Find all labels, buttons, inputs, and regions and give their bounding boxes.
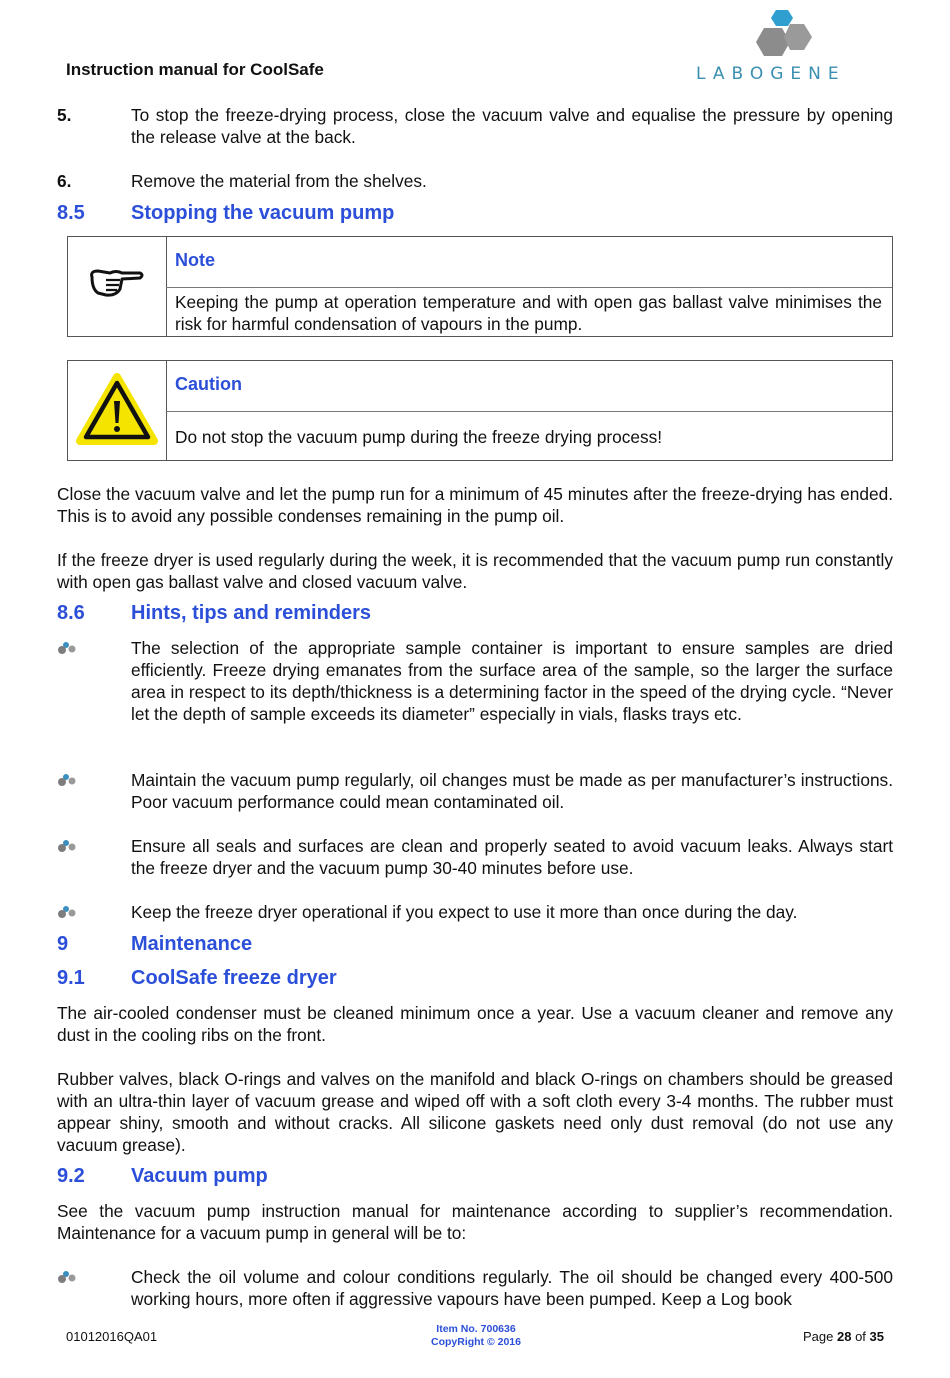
document-header-title: Instruction manual for CoolSafe xyxy=(66,60,324,79)
section-heading-9-1 xyxy=(57,967,337,990)
section-heading-9-2 xyxy=(57,1165,268,1188)
caution-label: Caution xyxy=(175,374,242,394)
note-label: Note xyxy=(175,250,215,270)
footer-page-number xyxy=(803,1329,884,1344)
footer-center xyxy=(400,1323,552,1349)
paragraph: See the vacuum pump instruction manual for maintenance according to supplier’s recommendation. Maintenance for a vacuum pump in general will be to: xyxy=(57,1201,893,1243)
step-text: To stop the freeze-drying process, close the vacuum valve and equalise the pressure by opening the release valve at the back. xyxy=(131,105,893,147)
page-total: 35 xyxy=(869,1329,884,1344)
step-text: Remove the material from the shelves. xyxy=(131,171,427,191)
section-heading-8-6 xyxy=(57,602,371,625)
caution-label-row xyxy=(166,361,892,412)
section-number: 8.5 xyxy=(57,202,85,224)
bullet-icon xyxy=(57,641,81,655)
bullet-icon xyxy=(57,1270,81,1284)
tip-item: The selection of the appropriate sample container is important to ensure samples are dried efficiently. Freeze drying emanates from the surface area of the sample, so the larger the surface area in respect to its depth/thickness is a determining factor in the speed of the drying cycle. “Never let the depth of sample exceeds its diameter” especially in vials, flasks trays etc. xyxy=(131,638,893,724)
note-text: Keeping the pump at operation temperature and with open gas ballast valve minimises the risk for harmful condensation of vapours in the pump. xyxy=(175,292,882,334)
logo-text: LABOGENE xyxy=(696,64,846,84)
section-number: 9.2 xyxy=(57,1165,85,1187)
section-number: 9 xyxy=(57,933,69,955)
note-box xyxy=(67,236,893,337)
maintenance-item: Check the oil volume and colour conditions regularly. The oil should be changed every 400-500 working hours, more often if aggressive vapours have been pumped. Keep a Log book xyxy=(131,1267,893,1309)
bullet-icon xyxy=(57,905,81,919)
pointing-hand-icon xyxy=(68,237,166,336)
section-title: Stopping the vacuum pump xyxy=(131,202,395,224)
footer-doc-code: 01012016QA01 xyxy=(66,1329,158,1344)
step-number: 5. xyxy=(57,105,72,125)
footer-item-number: Item No. 700636 xyxy=(436,1323,516,1335)
logo-hexagons-icon xyxy=(694,6,886,66)
section-heading-9 xyxy=(57,933,252,956)
paragraph: Rubber valves, black O-rings and valves on the manifold and black O-rings on chambers should be greased with an ultra-thin layer of vacuum grease and wiped off with a soft cloth every 3-4 months. The rubber must appear shiny, smooth and without cracks. All silicone gaskets need only dust removal (do not use any vacuum grease). xyxy=(57,1069,893,1155)
tip-item: Keep the freeze dryer operational if you expect to use it more than once during the day. xyxy=(131,902,798,922)
caution-text: Do not stop the vacuum pump during the freeze drying process! xyxy=(175,427,663,447)
section-title: Hints, tips and reminders xyxy=(131,602,372,624)
section-title: Vacuum pump xyxy=(131,1165,268,1187)
footer-copyright: CopyRight © 2016 xyxy=(430,1336,521,1348)
note-label-row xyxy=(166,237,892,288)
step-number: 6. xyxy=(57,171,72,191)
paragraph: If the freeze dryer is used regularly during the week, it is recommended that the vacuum pump run constantly with open gas ballast valve and closed vacuum valve. xyxy=(57,550,893,592)
tip-item: Maintain the vacuum pump regularly, oil changes must be made as per manufacturer’s instructions. Poor vacuum performance could mean contaminated oil. xyxy=(131,770,893,812)
note-text-row xyxy=(166,288,892,336)
section-title: Maintenance xyxy=(131,933,253,955)
caution-icon-cell xyxy=(68,361,167,460)
page-prefix: Page xyxy=(802,1329,834,1344)
section-title: CoolSafe freeze dryer xyxy=(131,967,337,989)
section-number: 9.1 xyxy=(57,967,85,989)
note-icon-cell xyxy=(68,237,167,336)
paragraph: Close the vacuum valve and let the pump run for a minimum of 45 minutes after the freeze-drying has ended. This is to avoid any possible condenses remaining in the pump oil. xyxy=(57,484,893,526)
page-current: 28 xyxy=(836,1329,852,1344)
section-number: 8.6 xyxy=(57,602,85,624)
page-of: of xyxy=(855,1329,866,1344)
paragraph: The air-cooled condenser must be cleaned minimum once a year. Use a vacuum cleaner and remove any dust in the cooling ribs on the front. xyxy=(57,1003,893,1045)
section-heading-8-5 xyxy=(57,202,394,225)
tip-item: Ensure all seals and surfaces are clean and properly seated to avoid vacuum leaks. Always start the freeze dryer and the vacuum pump 30-40 minutes before use. xyxy=(131,836,893,878)
caution-box xyxy=(67,360,893,461)
warning-triangle-icon xyxy=(68,361,166,460)
bullet-icon xyxy=(57,773,81,787)
caution-text-row xyxy=(166,412,892,460)
bullet-icon xyxy=(57,839,81,853)
labogene-logo xyxy=(694,6,886,86)
